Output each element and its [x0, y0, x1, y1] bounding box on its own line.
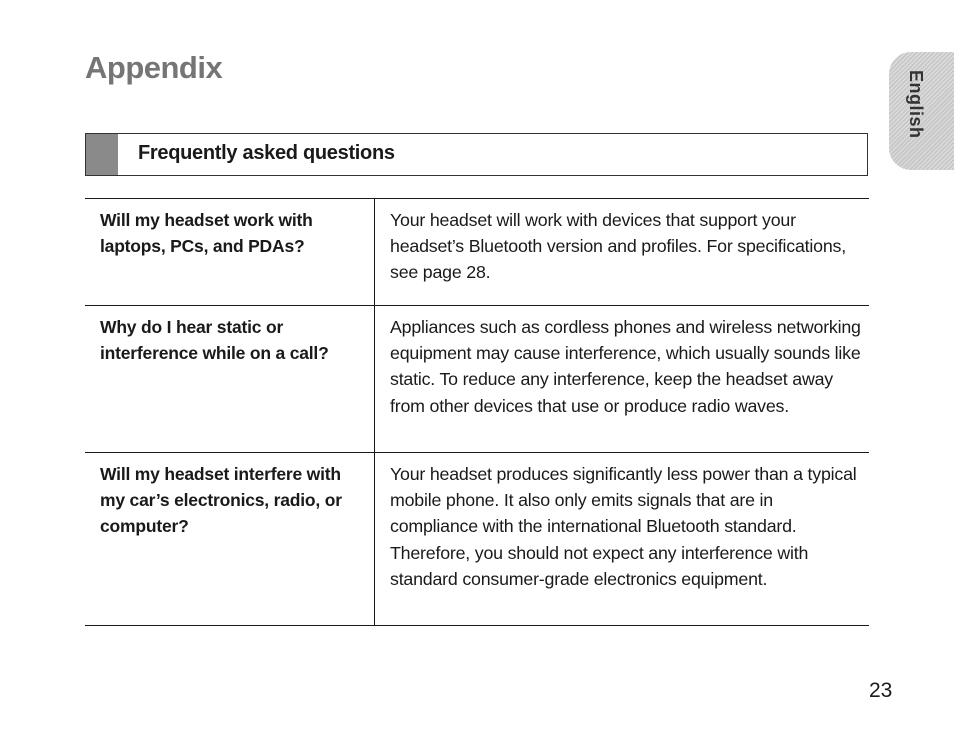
language-tab-label: English	[906, 70, 926, 139]
section-header	[85, 133, 868, 176]
section-marker	[86, 134, 118, 175]
language-tab	[889, 52, 954, 170]
page-number: 23	[869, 679, 893, 702]
faq-question: Why do I hear static or interference while on a call?	[85, 306, 375, 453]
faq-row	[85, 199, 869, 306]
faq-question: Will my headset work with laptops, PCs, and PDAs?	[85, 199, 375, 306]
faq-row	[85, 453, 869, 626]
faq-answer: Appliances such as cordless phones and wireless networking equipment may cause interference, which usually sounds like static. To reduce any interference, keep the headset away from other devices that use or produce radio waves.	[375, 306, 870, 453]
faq-table	[85, 198, 869, 626]
section-title: Frequently asked questions	[138, 142, 395, 164]
faq-row	[85, 306, 869, 453]
faq-answer: Your headset will work with devices that support your headset’s Bluetooth version and profiles. For specifications, see page 28.	[375, 199, 870, 306]
faq-question: Will my headset interfere with my car’s electronics, radio, or computer?	[85, 453, 375, 626]
page-title: Appendix	[85, 50, 223, 85]
faq-answer: Your headset produces significantly less power than a typical mobile phone. It also only emits signals that are in compliance with the international Bluetooth standard. Therefore, you should not expect any interference with standard consumer-grade electronics equipment.	[375, 453, 870, 626]
